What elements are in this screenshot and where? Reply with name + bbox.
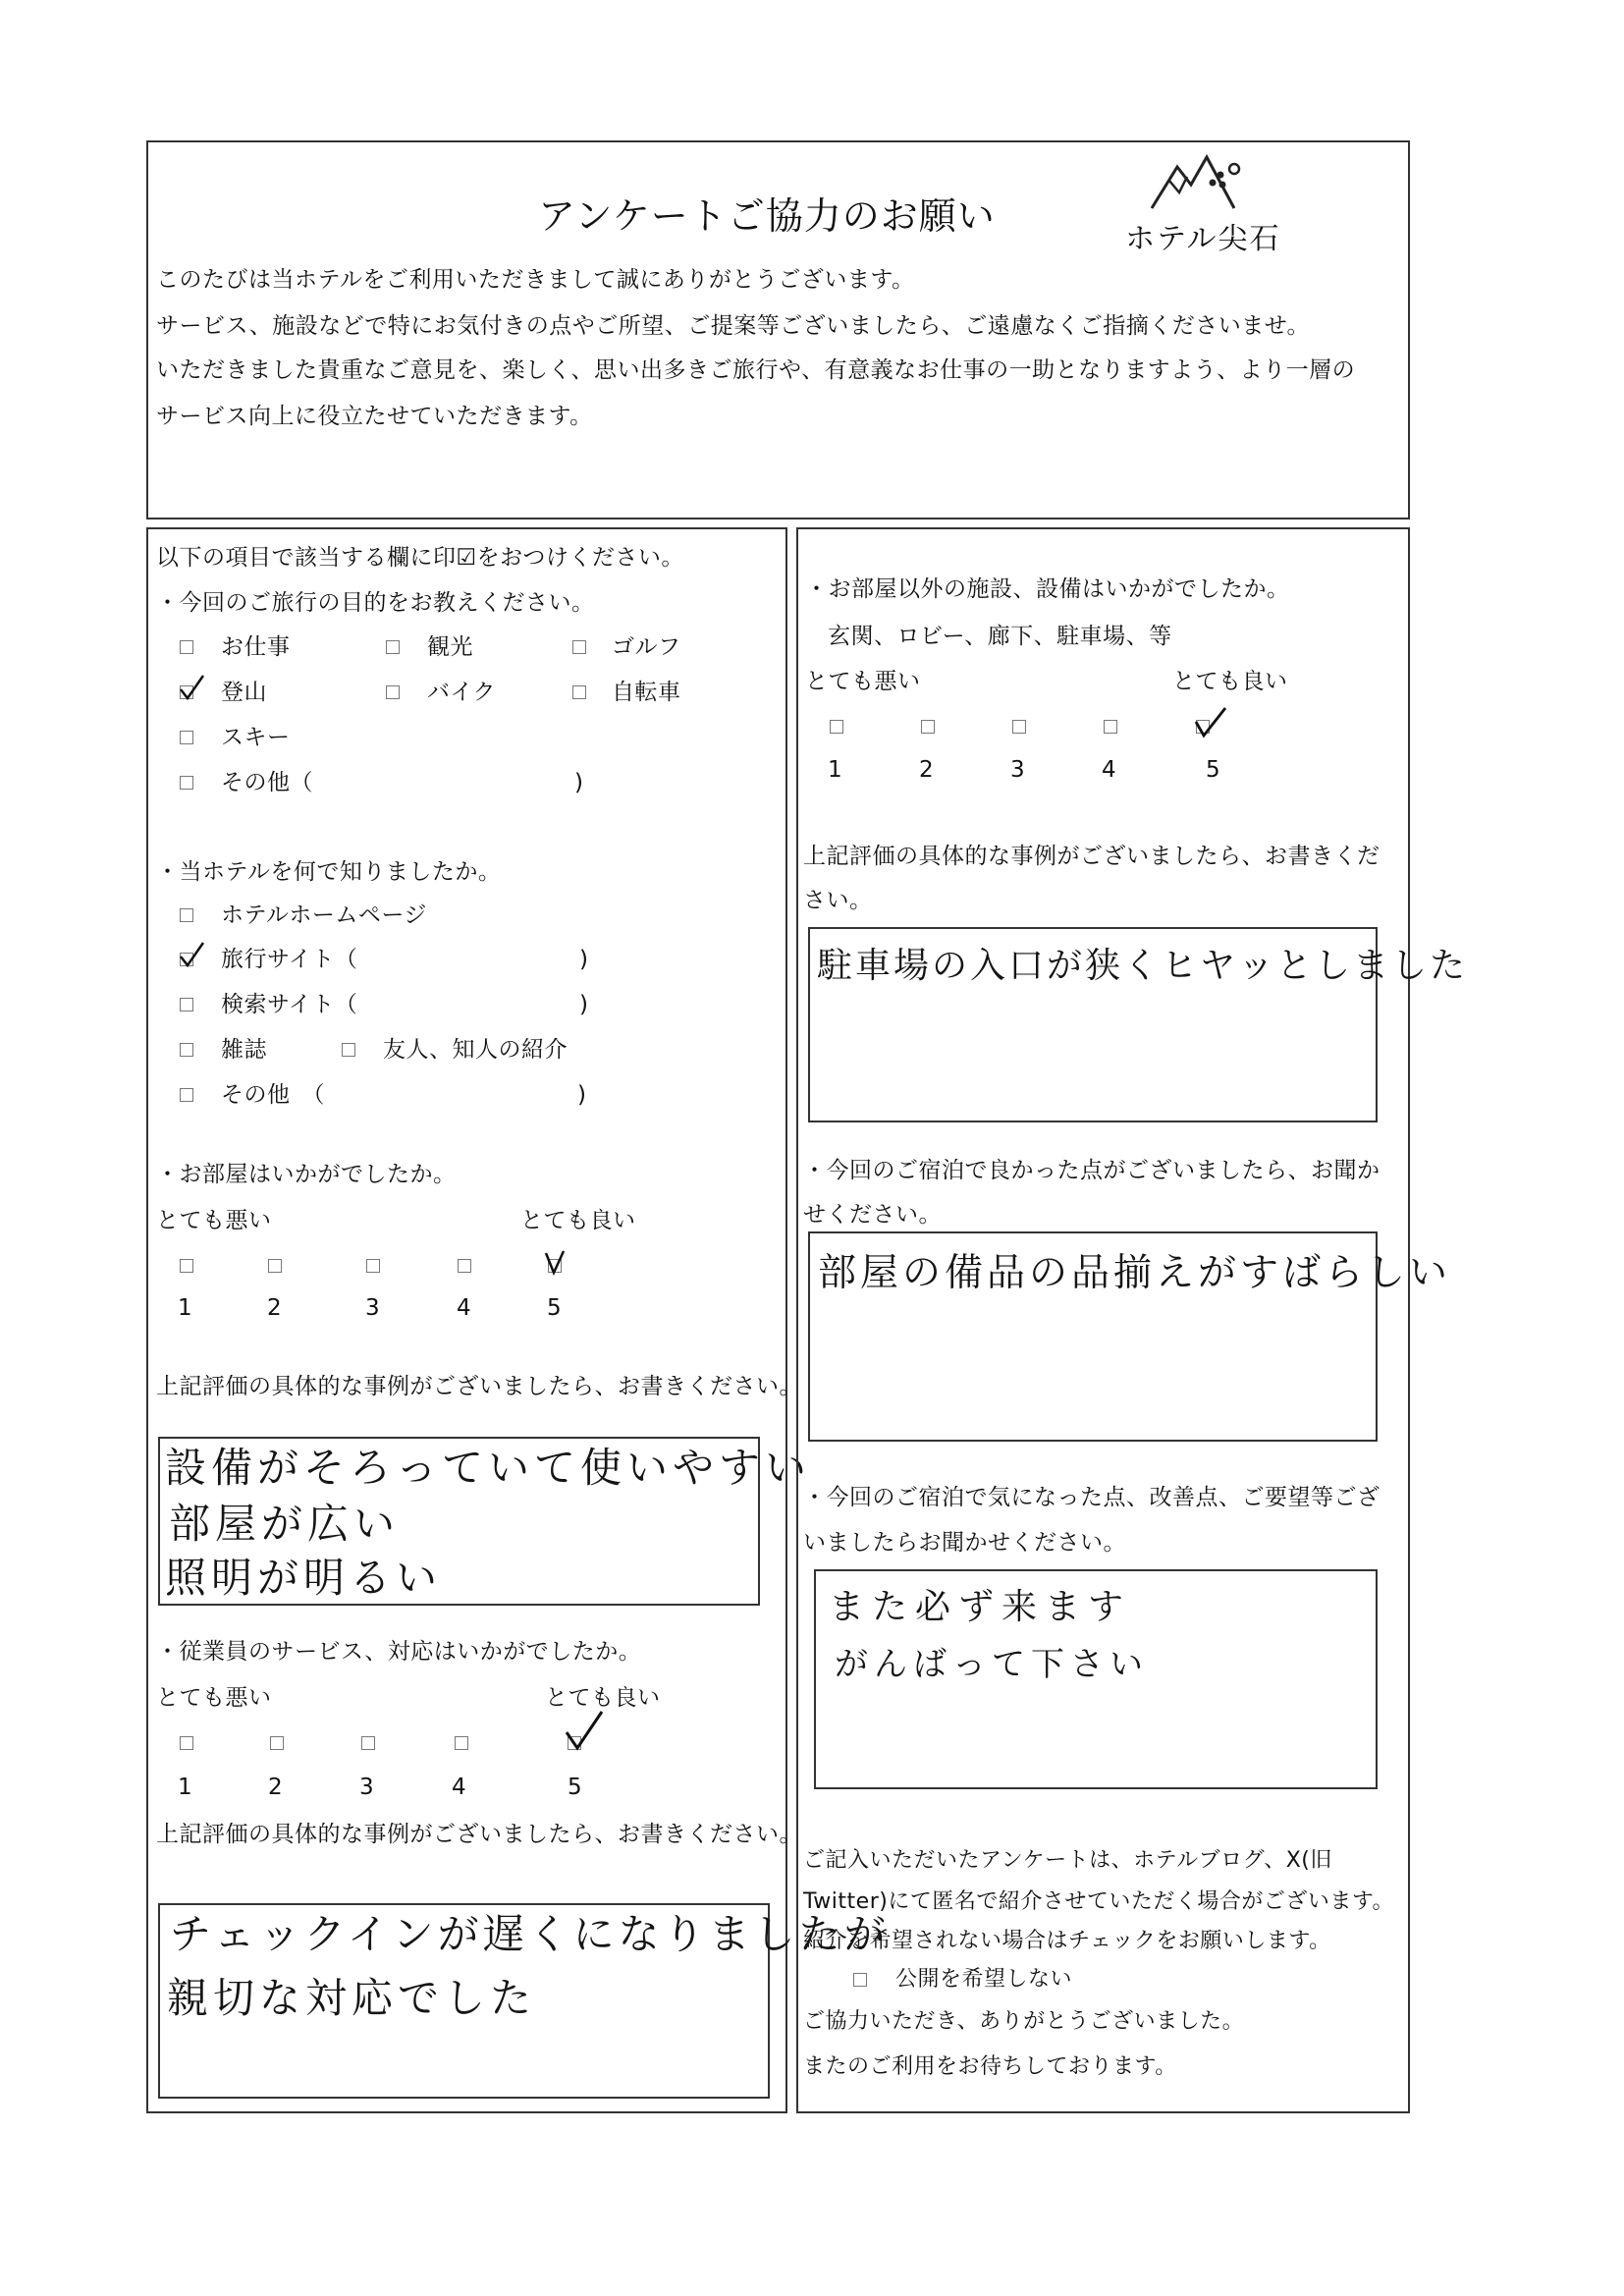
rating-room-1[interactable]	[180, 1259, 193, 1273]
question-source: ・当ホテルを何で知りましたか。	[156, 859, 502, 885]
scale-good-label: とても良い	[520, 1208, 636, 1233]
rating-number: 3	[365, 1295, 380, 1321]
checkmark-icon	[542, 1247, 571, 1277]
example-prompt-facility-1: 上記評価の具体的な事例がございましたら、お書きくだ	[803, 844, 1380, 869]
page-title: アンケートご協力のお願い	[538, 194, 996, 238]
scale-good-label: とても良い	[1172, 669, 1288, 694]
option-search-site: 検索サイト（	[221, 992, 358, 1017]
checkmark-icon	[1192, 704, 1227, 739]
improve-comment-line-2: がんばって下さい	[835, 1645, 1149, 1684]
staff-comment-line-1: チェックインが遅くになりましたが	[170, 1910, 890, 1958]
option-homepage: ホテルホームページ	[221, 902, 427, 928]
option-ski: スキー	[221, 725, 291, 750]
rating-number: 4	[457, 1295, 471, 1321]
question-good-2: せください。	[803, 1202, 942, 1228]
intro-line-1: このたびは当ホテルをご利用いただきまして誠にありがとうございます。	[156, 267, 915, 293]
checkmark-icon	[177, 672, 206, 701]
rating-staff-1[interactable]	[180, 1736, 193, 1750]
rating-facility-4[interactable]	[1104, 720, 1117, 734]
room-comment-line-2: 部屋が広い	[169, 1500, 401, 1548]
checkbox-friend[interactable]	[342, 1043, 355, 1057]
checkbox-opt-out[interactable]	[853, 1973, 867, 1987]
checkbox-purpose-other[interactable]	[180, 776, 193, 790]
intro-line-4: サービス向上に役立たせていただきます。	[156, 404, 593, 429]
rating-number: 2	[919, 757, 934, 783]
rating-number: 1	[178, 1295, 192, 1321]
paren-close: )	[579, 992, 589, 1017]
scale-good-label: とても良い	[545, 1685, 661, 1711]
option-climbing: 登山	[221, 680, 267, 705]
staff-comment-line-2: 親切な対応でした	[167, 1974, 537, 2022]
thanks-line-2: またのご利用をお待ちしております。	[803, 2054, 1177, 2079]
example-prompt-facility-2: さい。	[803, 888, 873, 913]
checkbox-bike[interactable]	[386, 685, 400, 699]
room-comment-line-1: 設備がそろっていて使いやすい	[165, 1444, 812, 1492]
checkbox-homepage[interactable]	[180, 908, 193, 922]
rating-facility-3[interactable]	[1012, 720, 1026, 734]
rating-facility-1[interactable]	[830, 720, 843, 734]
rating-number: 4	[452, 1775, 466, 1800]
rating-number: 2	[268, 1775, 283, 1800]
example-prompt-staff: 上記評価の具体的な事例がございましたら、お書きください。	[156, 1822, 802, 1847]
paren-close: )	[577, 1082, 587, 1108]
scale-bad-label: とても悪い	[805, 669, 921, 694]
rating-number: 5	[1206, 757, 1220, 783]
instruction-text: 以下の項目で該当する欄に印☑をおつけください。	[156, 545, 684, 571]
option-bicycle: 自転車	[612, 680, 681, 705]
checkbox-bicycle[interactable]	[572, 685, 586, 699]
rating-staff-2[interactable]	[270, 1736, 284, 1750]
notice-line-3: 紹介を希望されない場合はチェックをお願いします。	[803, 1929, 1331, 1953]
question-staff: ・従業員のサービス、対応はいかがでしたか。	[156, 1639, 642, 1665]
rating-room-4[interactable]	[458, 1259, 471, 1273]
rating-room-2[interactable]	[268, 1259, 282, 1273]
checkbox-magazine[interactable]	[180, 1043, 193, 1057]
rating-number: 4	[1102, 757, 1116, 783]
opt-out-label: 公開を希望しない	[895, 1967, 1073, 1992]
notice-line-1: ご記入いただいたアンケートは、ホテルブログ、X(旧	[803, 1848, 1332, 1873]
facility-comment: 駐車場の入口が狭くヒヤッとしました	[817, 946, 1469, 986]
hotel-logo-icon	[1144, 147, 1262, 218]
question-improve-2: いましたらお聞かせください。	[803, 1530, 1126, 1556]
thanks-line-1: ご協力いただき、ありがとうございました。	[803, 2009, 1245, 2034]
good-comment: 部屋の備品の品揃えがすばらしい	[818, 1251, 1452, 1295]
option-friend: 友人、知人の紹介	[383, 1037, 568, 1063]
question-good-1: ・今回のご宿泊で良かった点がございましたら、お聞か	[803, 1158, 1380, 1183]
scale-bad-label: とても悪い	[156, 1208, 272, 1233]
option-magazine: 雑誌	[221, 1037, 267, 1063]
intro-line-3: いただきました貴重なご意見を、楽しく、思い出多きご旅行や、有意義なお仕事の一助となりますよう、より一層の	[156, 357, 1356, 383]
facility-examples: 玄関、ロビー、廊下、駐車場、等	[828, 624, 1172, 649]
rating-staff-3[interactable]	[361, 1736, 375, 1750]
rating-room-3[interactable]	[366, 1259, 380, 1273]
checkmark-icon	[563, 1709, 606, 1752]
example-prompt-room: 上記評価の具体的な事例がございましたら、お書きください。	[156, 1374, 802, 1399]
checkbox-ski[interactable]	[180, 731, 193, 744]
question-purpose: ・今回のご旅行の目的をお教えください。	[156, 590, 595, 616]
checkbox-sightseeing[interactable]	[386, 640, 400, 654]
option-source-other: その他 （	[221, 1082, 325, 1108]
intro-line-2: サービス、施設などで特にお気付きの点やご所望、ご提案等ございましたら、ご遠慮なくご指摘くださいませ。	[156, 313, 1310, 339]
checkmark-icon	[177, 939, 206, 968]
paren-close: )	[574, 770, 584, 795]
option-business: お仕事	[221, 634, 291, 660]
rating-number: 3	[1010, 757, 1025, 783]
hotel-name: ホテル尖石	[1125, 222, 1281, 256]
paren-close: )	[579, 947, 589, 972]
checkbox-source-other[interactable]	[180, 1088, 193, 1102]
question-improve-1: ・今回のご宿泊で気になった点、改善点、ご要望等ござ	[803, 1485, 1380, 1510]
option-sightseeing: 観光	[427, 634, 473, 660]
option-bike: バイク	[427, 680, 497, 705]
improve-comment-line-1: また必ず来ます	[829, 1587, 1132, 1627]
option-travel-site: 旅行サイト（	[221, 947, 358, 972]
option-purpose-other: その他（	[221, 770, 313, 795]
rating-staff-4[interactable]	[455, 1736, 468, 1750]
rating-number: 5	[547, 1295, 562, 1321]
rating-number: 1	[178, 1775, 192, 1800]
notice-line-2: Twitter)にて匿名で紹介させていただく場合がございます。	[803, 1889, 1395, 1914]
question-facility: ・お部屋以外の施設、設備はいかがでしたか。	[805, 576, 1290, 602]
rating-number: 3	[359, 1775, 374, 1800]
room-comment-line-3: 照明が明るい	[165, 1554, 443, 1602]
scale-bad-label: とても悪い	[156, 1685, 272, 1711]
rating-number: 5	[568, 1775, 582, 1800]
question-room: ・お部屋はいかがでしたか。	[156, 1162, 457, 1187]
rating-facility-2[interactable]	[921, 720, 935, 734]
checkbox-business[interactable]	[180, 640, 193, 654]
checkbox-golf[interactable]	[572, 640, 586, 654]
rating-number: 2	[267, 1295, 282, 1321]
rating-number: 1	[828, 757, 842, 783]
option-golf: ゴルフ	[612, 634, 681, 660]
checkbox-search-site[interactable]	[180, 998, 193, 1011]
